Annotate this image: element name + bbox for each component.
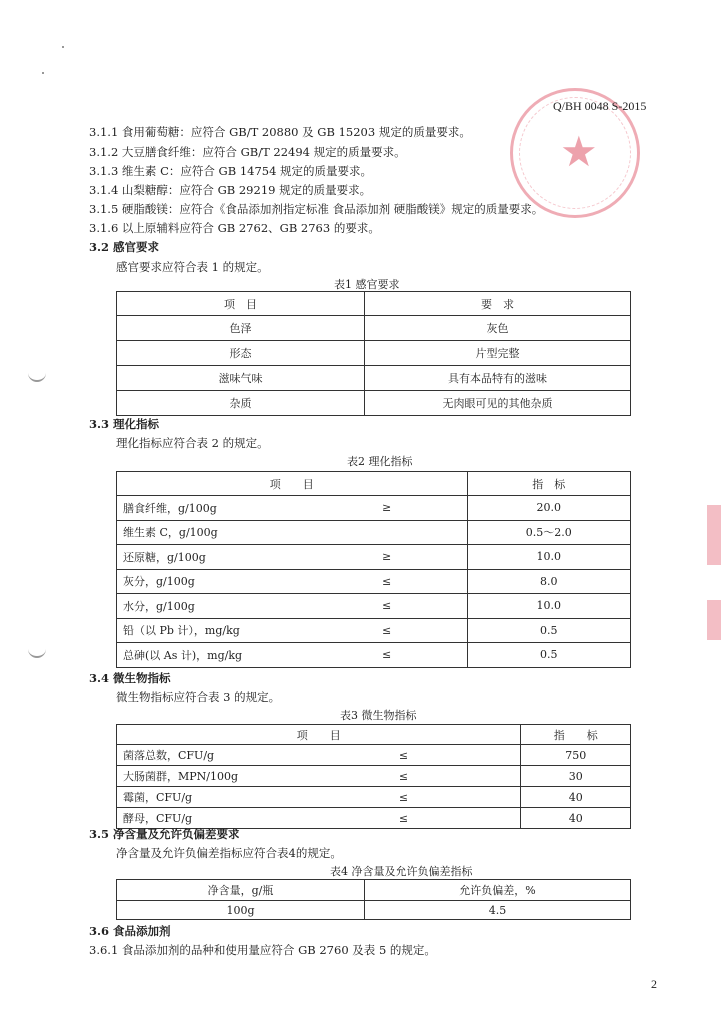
- physicochemical-table: [116, 471, 631, 668]
- operator-symbol: ≤: [287, 745, 521, 766]
- operator-symbol: [307, 520, 468, 545]
- column-header: 项 目: [117, 725, 521, 745]
- raw-material-line: 3.1.1 食用葡萄糖：应符合 GB/T 20880 及 GB 15203 规定的质量要求。: [89, 125, 471, 139]
- table-header-row: [117, 472, 631, 496]
- operator-symbol: ≤: [287, 808, 521, 829]
- table-row: [117, 901, 631, 920]
- raw-material-line: 3.1.5 硬脂酸镁：应符合《食品添加剂指定标准 食品添加剂 硬脂酸镁》规定的质量要求。: [89, 202, 544, 216]
- sensory-table: [116, 291, 631, 416]
- table-row: [117, 341, 631, 366]
- item-name: 维生素 C，g/100g: [117, 520, 307, 545]
- table-cell: 4.5: [365, 901, 631, 920]
- item-name: 膳食纤维，g/100g: [117, 496, 307, 521]
- table-cell: 灰色: [365, 316, 631, 341]
- document-code: Q/BH 0048 S-2015: [553, 99, 647, 113]
- column-header: 要 求: [365, 292, 631, 316]
- punch-hole-mark: [28, 644, 46, 658]
- seal-edge-mark: [707, 600, 721, 640]
- table-row: [117, 391, 631, 416]
- table-header-row: [117, 292, 631, 316]
- column-header: 允许负偏差，%: [365, 880, 631, 901]
- scan-speck: [42, 72, 44, 74]
- table-cell: 滋味气味: [117, 366, 365, 391]
- microbial-table: [116, 724, 631, 829]
- table-row: [117, 366, 631, 391]
- index-value: 8.0: [467, 569, 630, 594]
- index-value: 0.5～2.0: [467, 520, 630, 545]
- table-caption: 表4 净含量及允许负偏差指标: [330, 865, 473, 878]
- table-cell: 100g: [117, 901, 365, 920]
- index-value: 40: [521, 787, 631, 808]
- operator-symbol: ≤: [307, 618, 468, 643]
- column-header: 净含量，g/瓶: [117, 880, 365, 901]
- seal-edge-mark: [707, 505, 721, 565]
- table-header-row: [117, 880, 631, 901]
- table-row: [117, 496, 631, 521]
- raw-material-line: 3.1.3 维生素 C：应符合 GB 14754 规定的质量要求。: [89, 164, 373, 178]
- table-caption: 表1 感官要求: [334, 278, 400, 291]
- seal-star-icon: ★: [560, 127, 598, 176]
- operator-symbol: ≥: [307, 496, 468, 521]
- index-value: 10.0: [467, 545, 630, 570]
- item-name: 大肠菌群，MPN/100g: [117, 766, 287, 787]
- column-header: 项 目: [117, 292, 365, 316]
- table-row: [117, 594, 631, 619]
- section-heading: 3.4 微生物指标: [89, 671, 171, 685]
- index-value: 20.0: [467, 496, 630, 521]
- operator-symbol: ≤: [287, 766, 521, 787]
- table-caption: 表2 理化指标: [347, 455, 413, 468]
- section-heading: 3.3 理化指标: [89, 417, 160, 431]
- section-intro: 理化指标应符合表 2 的规定。: [116, 436, 269, 450]
- body-line: 3.6.1 食品添加剂的品种和使用量应符合 GB 2760 及表 5 的规定。: [89, 943, 436, 957]
- section-heading: 3.2 感官要求: [89, 240, 160, 254]
- item-name: 总砷(以 As 计)，mg/kg: [117, 643, 307, 668]
- item-name: 霉菌，CFU/g: [117, 787, 287, 808]
- section-intro: 微生物指标应符合表 3 的规定。: [116, 690, 281, 704]
- index-value: 40: [521, 808, 631, 829]
- scan-speck: [62, 46, 64, 48]
- column-header: 指 标: [521, 725, 631, 745]
- table-row: [117, 745, 631, 766]
- operator-symbol: ≤: [307, 643, 468, 668]
- operator-symbol: ≤: [287, 787, 521, 808]
- table-cell: 具有本品特有的滋味: [365, 366, 631, 391]
- table-header-row: [117, 725, 631, 745]
- table-cell: 片型完整: [365, 341, 631, 366]
- table-row: [117, 520, 631, 545]
- item-name: 水分，g/100g: [117, 594, 307, 619]
- section-intro: 感官要求应符合表 1 的规定。: [116, 260, 269, 274]
- punch-hole-mark: [28, 368, 46, 382]
- table-row: [117, 643, 631, 668]
- table-row: [117, 316, 631, 341]
- page-number: 2: [651, 977, 657, 991]
- table-row: [117, 545, 631, 570]
- item-name: 铅（以 Pb 计），mg/kg: [117, 618, 307, 643]
- table-row: [117, 569, 631, 594]
- column-header: 项 目: [117, 472, 468, 496]
- table-row: [117, 787, 631, 808]
- table-cell: 杂质: [117, 391, 365, 416]
- raw-material-line: 3.1.2 大豆膳食纤维：应符合 GB/T 22494 规定的质量要求。: [89, 145, 406, 159]
- section-intro: 净含量及允许负偏差指标应符合表4的规定。: [116, 846, 342, 860]
- index-value: 10.0: [467, 594, 630, 619]
- section-heading: 3.6 食品添加剂: [89, 924, 171, 938]
- net-content-table: [116, 879, 631, 920]
- operator-symbol: ≤: [307, 594, 468, 619]
- operator-symbol: ≤: [307, 569, 468, 594]
- section-heading: 3.5 净含量及允许负偏差要求: [89, 827, 240, 841]
- index-value: 750: [521, 745, 631, 766]
- item-name: 菌落总数，CFU/g: [117, 745, 287, 766]
- table-row: [117, 766, 631, 787]
- raw-material-line: 3.1.6 以上原辅料应符合 GB 2762、GB 2763 的要求。: [89, 221, 380, 235]
- table-cell: 色泽: [117, 316, 365, 341]
- item-name: 还原糖，g/100g: [117, 545, 307, 570]
- operator-symbol: ≥: [307, 545, 468, 570]
- table-caption: 表3 微生物指标: [340, 709, 417, 722]
- item-name: 灰分，g/100g: [117, 569, 307, 594]
- index-value: 0.5: [467, 643, 630, 668]
- item-name: 酵母，CFU/g: [117, 808, 287, 829]
- index-value: 30: [521, 766, 631, 787]
- index-value: 0.5: [467, 618, 630, 643]
- column-header: 指 标: [467, 472, 630, 496]
- raw-material-line: 3.1.4 山梨糖醇：应符合 GB 29219 规定的质量要求。: [89, 183, 372, 197]
- table-cell: 形态: [117, 341, 365, 366]
- table-row: [117, 618, 631, 643]
- table-cell: 无肉眼可见的其他杂质: [365, 391, 631, 416]
